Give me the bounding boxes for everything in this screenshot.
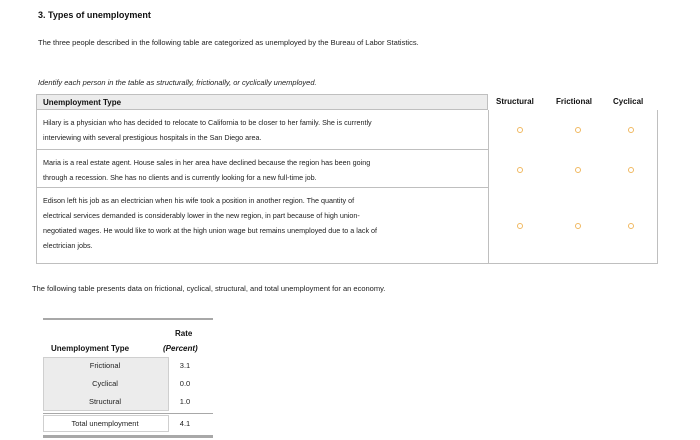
hilary-frictional-radio[interactable]	[575, 127, 581, 133]
hilary-cyclical-radio[interactable]	[628, 127, 634, 133]
row-description	[43, 193, 483, 253]
structural-column-header: Structural	[496, 97, 534, 106]
type-cell-structural: Structural	[88, 397, 122, 406]
table-row-edison	[37, 188, 489, 264]
type-cell-total: Total unemployment	[71, 419, 139, 428]
row-line: electrical services demanded is considerably lower in the new region, in part because of high union-	[43, 211, 360, 220]
maria-cyclical-radio[interactable]	[628, 167, 634, 173]
table-top-rule	[43, 318, 213, 320]
frictional-column-header: Frictional	[556, 97, 593, 106]
rate-header: Rate	[175, 329, 193, 338]
rate-cell-structural: 1.0	[179, 397, 191, 406]
unemployment-type-header: Unemployment Type	[51, 344, 130, 353]
rate-table	[43, 318, 213, 440]
row-line: Hilary is a physician who has decided to relocate to California to be closer to her family. She is currently	[43, 118, 372, 127]
hilary-structural-radio[interactable]	[517, 127, 523, 133]
row-description	[43, 155, 483, 185]
cyclical-column-header: Cyclical	[613, 97, 644, 106]
row-line: Maria is a real estate agent. House sales in her area have declined because the region has been going	[43, 158, 371, 167]
question-heading: 3. Types of unemployment	[38, 10, 151, 20]
row-line: negotiated wages. He would like to work at the high union wage but remains unemployed due to a lack of	[43, 226, 378, 235]
row-description	[43, 115, 483, 145]
edison-frictional-radio[interactable]	[575, 223, 581, 229]
edison-structural-radio[interactable]	[517, 223, 523, 229]
instruction-text: Identify each person in the table as structurally, frictionally, or cyclically unemployed.	[38, 78, 317, 87]
edison-cyclical-radio[interactable]	[628, 223, 634, 229]
type-cell-cyclical: Cyclical	[92, 379, 118, 388]
rate-cell-cyclical: 0.0	[179, 379, 191, 388]
maria-structural-radio[interactable]	[517, 167, 523, 173]
table-bottom-rule	[43, 435, 213, 438]
row-line: Edison left his job as an electrician when his wife took a position in another region. The quantity of	[43, 196, 355, 205]
table-mid-rule	[43, 413, 213, 414]
row-line: electrician jobs.	[43, 241, 93, 250]
unemployment-type-header: Unemployment Type	[36, 94, 488, 110]
table-row-maria	[37, 150, 489, 188]
table-row-hilary	[37, 110, 489, 150]
percent-header: (Percent)	[163, 344, 198, 353]
row-line: interviewing with several prestigious hospitals in the San Diego area.	[43, 133, 262, 142]
table-body	[36, 110, 658, 264]
type-cell-frictional: Frictional	[89, 361, 121, 370]
maria-frictional-radio[interactable]	[575, 167, 581, 173]
rate-cell-frictional: 3.1	[179, 361, 191, 370]
rate-cell-total: 4.1	[179, 419, 191, 428]
rate-table-intro: The following table presents data on frictional, cyclical, structural, and total unemployment for an economy.	[32, 284, 386, 293]
classification-table	[36, 94, 658, 264]
row-line: through a recession. She has no clients and is currently looking for a new full-time job.	[43, 173, 317, 182]
intro-text: The three people described in the following table are categorized as unemployed by the Bureau of Labor Statistics.	[38, 38, 419, 47]
